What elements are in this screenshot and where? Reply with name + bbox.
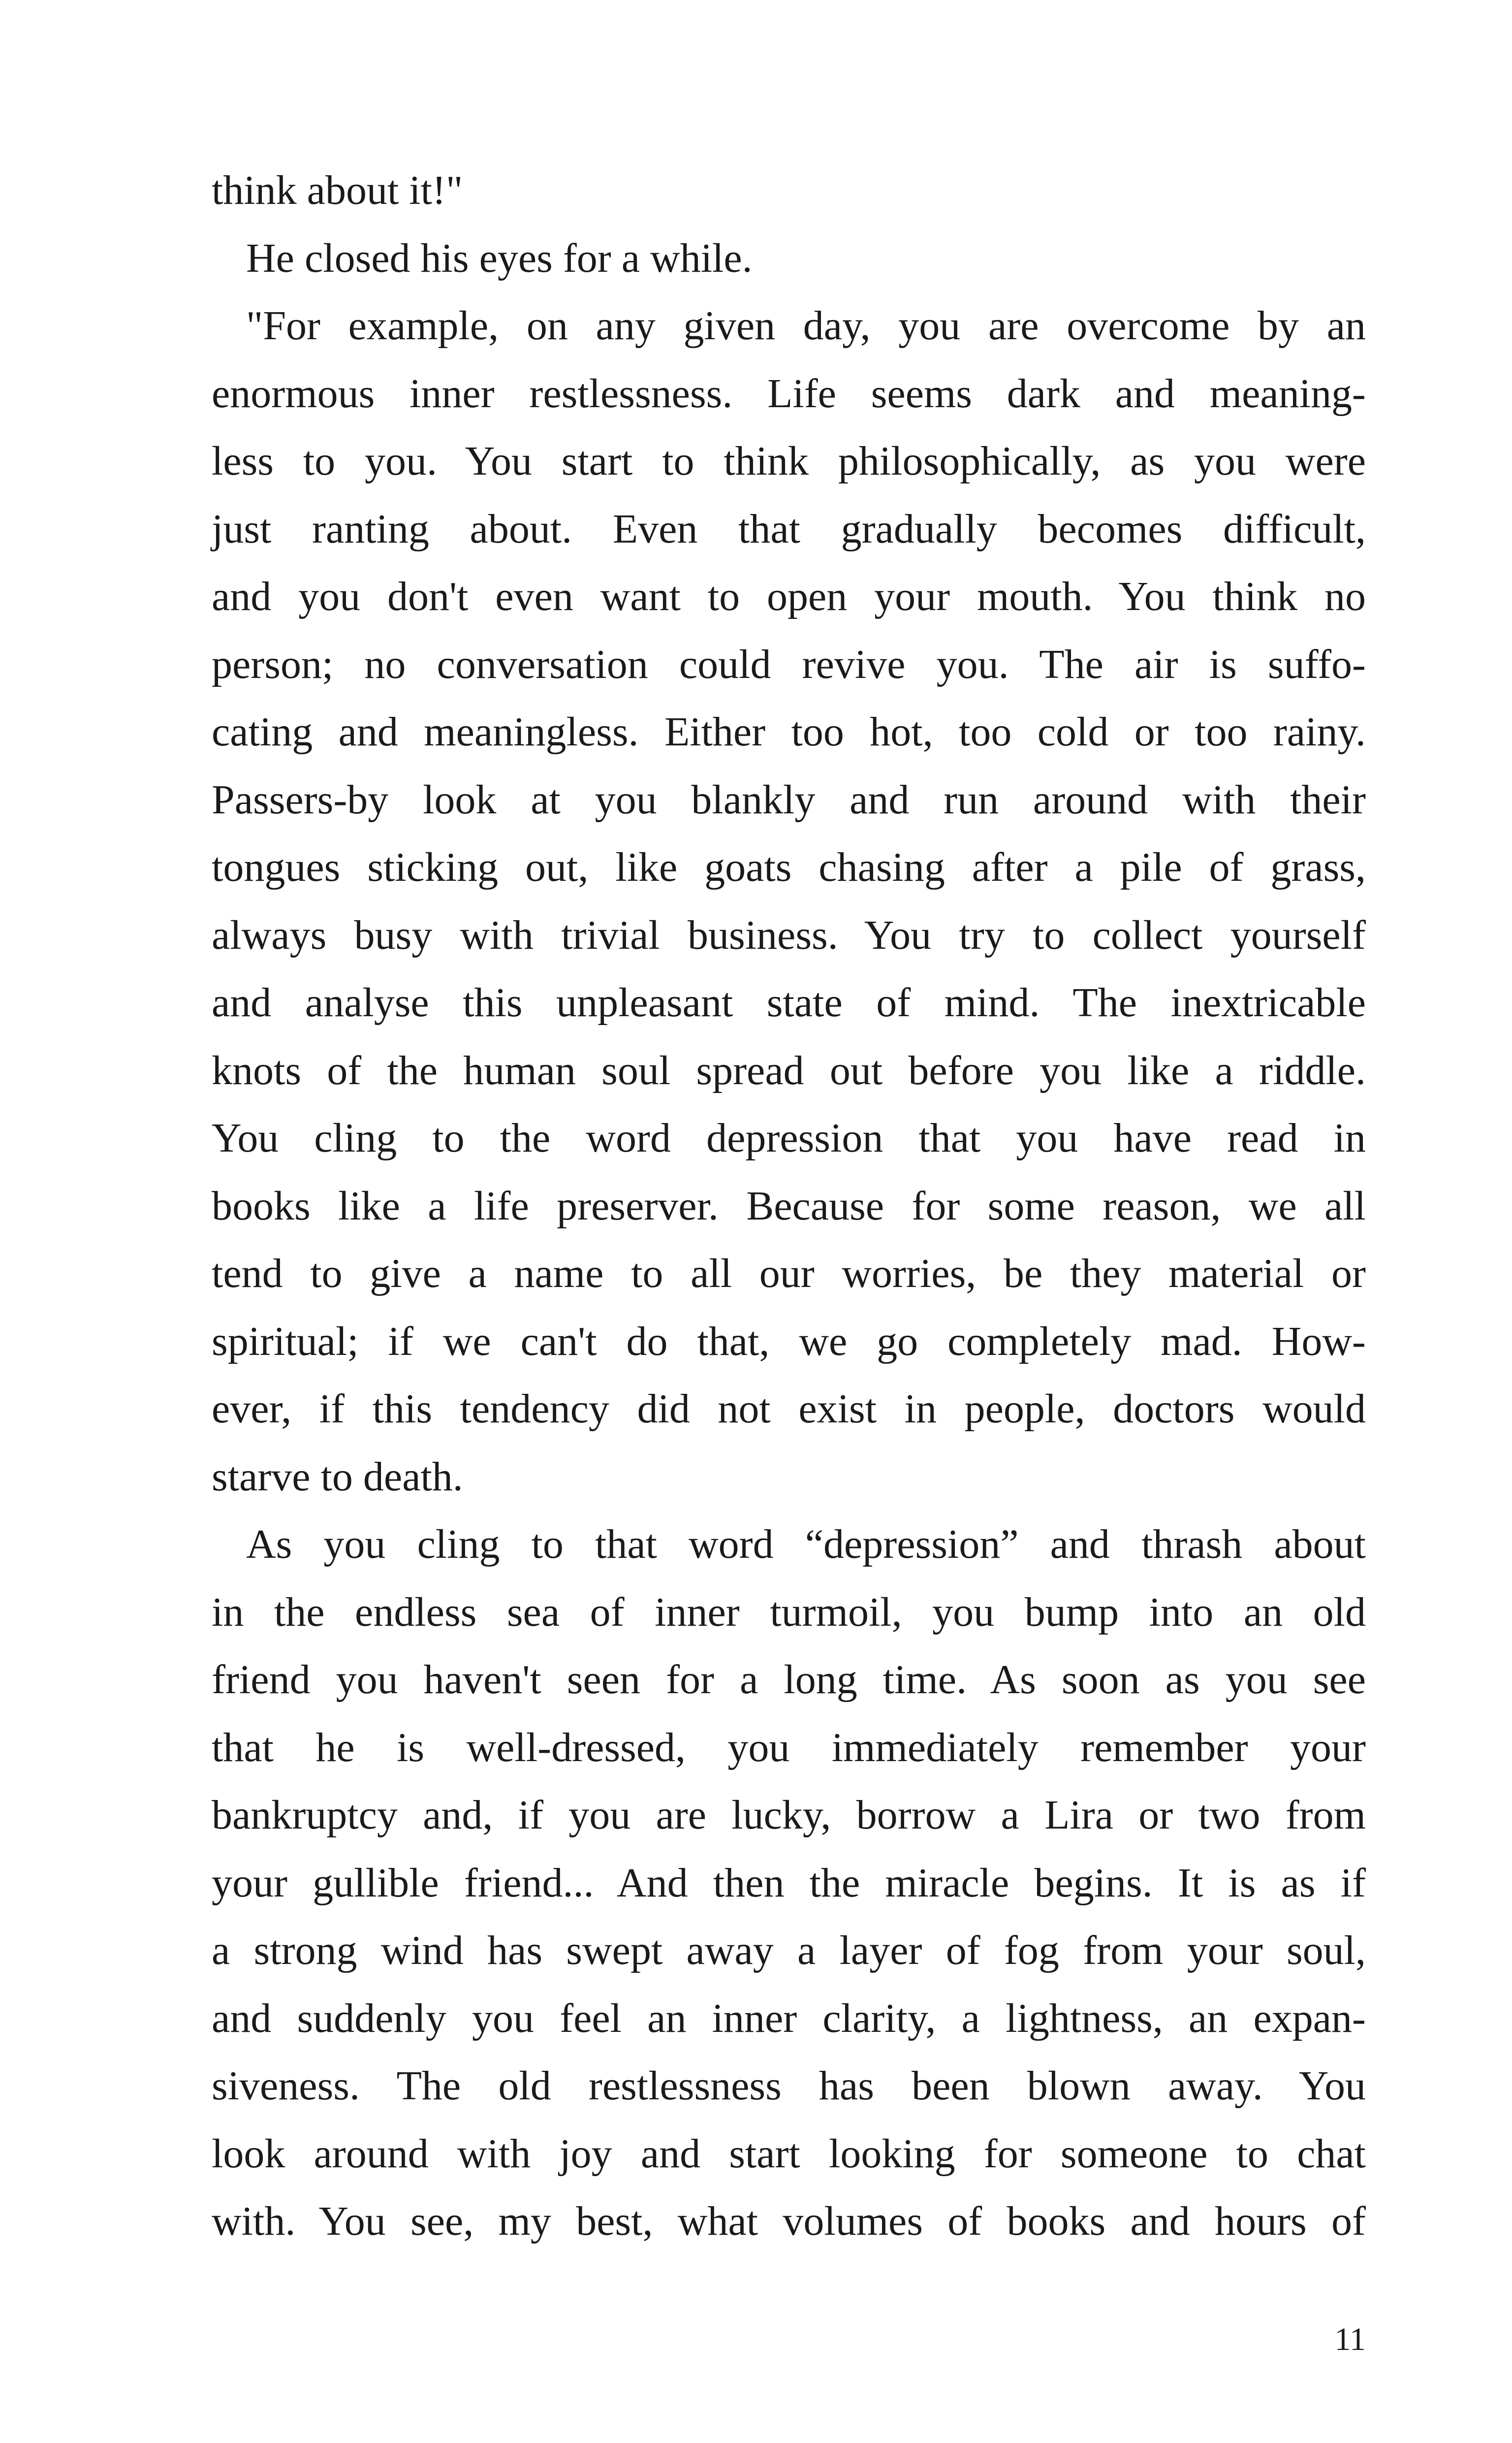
text-line: siveness. The old restlessness has been blown away. You <box>212 2063 1366 2109</box>
text-line: He closed his eyes for a while. <box>246 235 753 281</box>
text-line: You cling to the word depression that you have read in <box>212 1115 1366 1161</box>
text-line: As you cling to that word “depression” and thrash about <box>246 1521 1366 1567</box>
text-line: and you don't even want to open your mouth. You think no <box>212 574 1366 619</box>
text-line: starve to death. <box>212 1453 463 1500</box>
body-text <box>212 157 1366 2255</box>
text-line: Passers-by look at you blankly and run around with their <box>212 776 1366 823</box>
text-line: just ranting about. Even that gradually becomes difficult, <box>212 506 1366 552</box>
text-line: "For example, on any given day, you are overcome by an <box>246 303 1366 349</box>
text-line: and analyse this unpleasant state of mind. The inextricable <box>212 980 1366 1026</box>
text-line: your gullible friend... And then the miracle begins. It is as if <box>212 1860 1366 1906</box>
text-line: books like a life preserver. Because for some reason, we all <box>212 1183 1366 1229</box>
text-line: tongues sticking out, like goats chasing after a pile of grass, <box>212 844 1366 890</box>
page-number: 11 <box>1334 2321 1366 2357</box>
text-line: look around with joy and start looking for someone to chat <box>212 2130 1366 2177</box>
text-line: person; no conversation could revive you. The air is suffo- <box>212 641 1366 687</box>
text-line: in the endless sea of inner turmoil, you bump into an old <box>212 1589 1366 1635</box>
text-line: less to you. You start to think philosophically, as you were <box>212 438 1366 484</box>
text-line: ever, if this tendency did not exist in people, doctors would <box>212 1386 1366 1432</box>
text-line: enormous inner restlessness. Life seems dark and meaning- <box>212 370 1366 417</box>
text-line: bankruptcy and, if you are lucky, borrow a Lira or two from <box>212 1792 1366 1838</box>
text-line: knots of the human soul spread out before you like a riddle. <box>212 1047 1366 1093</box>
text-line: always busy with trivial business. You try to collect yourself <box>212 912 1366 958</box>
text-line: a strong wind has swept away a layer of fog from your soul, <box>212 1928 1366 1973</box>
text-line: tend to give a name to all our worries, be they material or <box>212 1251 1366 1296</box>
text-line: spiritual; if we can't do that, we go completely mad. How- <box>212 1318 1366 1364</box>
text-line: with. You see, my best, what volumes of books and hours of <box>212 2198 1366 2244</box>
text-line: and suddenly you feel an inner clarity, a lightness, an expan- <box>212 1995 1366 2041</box>
text-line: friend you haven't seen for a long time. As soon as you see <box>212 1657 1366 1703</box>
text-line: cating and meaningless. Either too hot, too cold or too rainy. <box>212 709 1366 755</box>
text-line: that he is well-dressed, you immediately remember your <box>212 1724 1366 1770</box>
text-line: think about it!" <box>212 167 463 213</box>
